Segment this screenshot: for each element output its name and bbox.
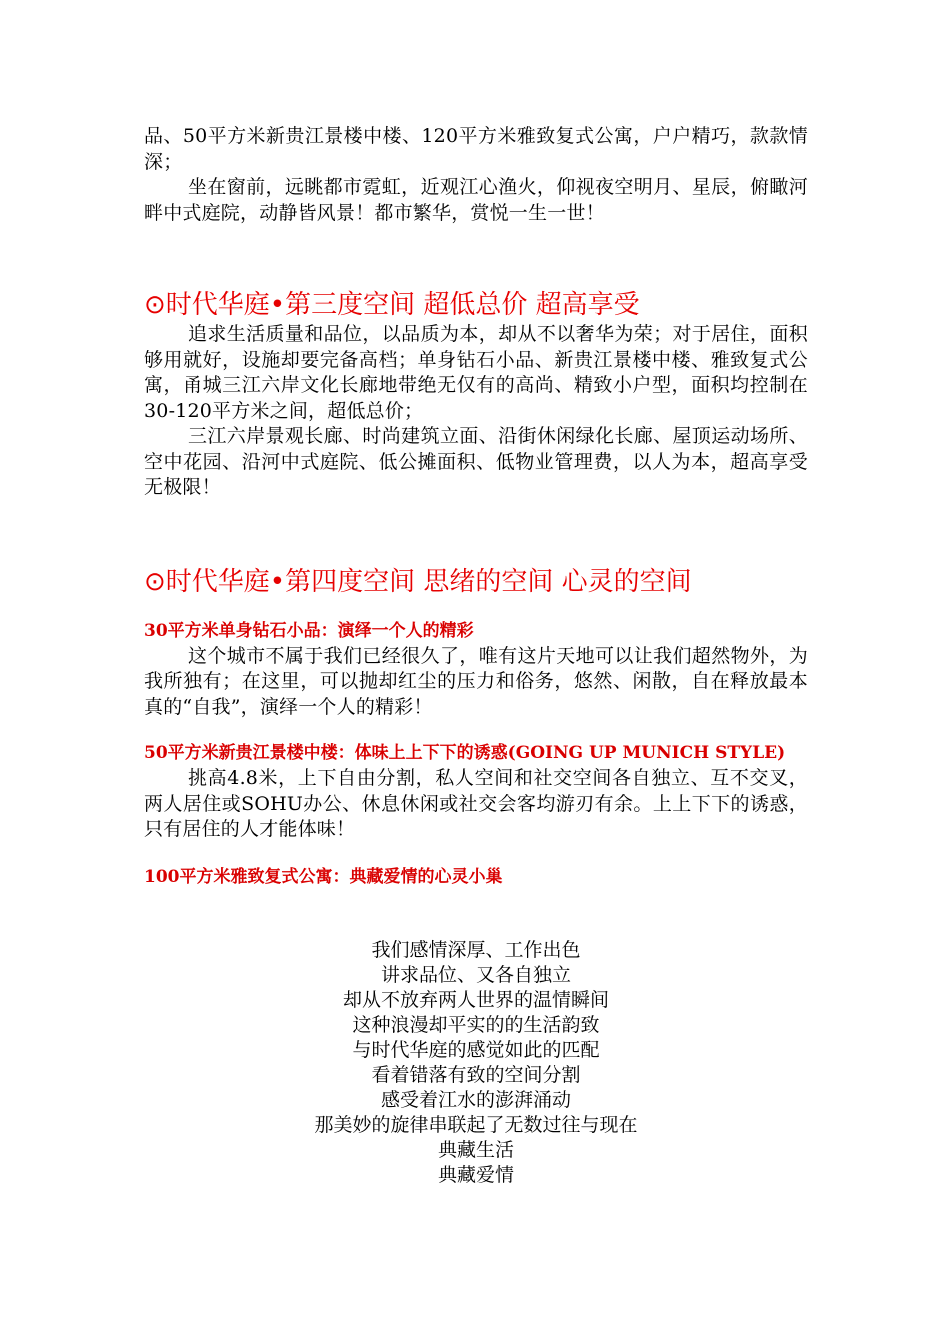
poem-line: 典藏生活 — [437, 1138, 514, 1161]
intro-paragraph-1: 品、50平方米新贵江景楼中楼、120平方米雅致复式公寓，户户精巧，款款情深； — [144, 125, 808, 173]
poem-line: 与时代华庭的感觉如此的匹配 — [352, 1038, 600, 1061]
poem-line: 却从不放弃两人世界的温情瞬间 — [342, 988, 609, 1011]
section4-subheading-2: 50平方米新贵江景楼中楼：体味上上下下的诱惑(GOING UP MUNICH STYLE) — [144, 743, 786, 763]
section4-subheading-1: 30平方米单身钻石小品：演绎一个人的精彩 — [144, 620, 474, 641]
poem-line: 典藏爱情 — [437, 1163, 514, 1186]
section4-paragraph-2: 挑高4.8米，上下自由分割，私人空间和社交空间各自独立、互不交叉，两人居住或SOHU办公、休息休闲或社交会客均游刃有余。上上下下的诱惑，只有居住的人才能体味！ — [144, 767, 808, 840]
poem-line: 这种浪漫却平实的的生活韵致 — [352, 1013, 600, 1036]
section4-paragraph-1: 这个城市不属于我们已经很久了，唯有这片天地可以让我们超然物外，为我所独有；在这里，可以抛却红尘的压力和俗务，悠然、闲散，自在释放最本真的“自我”，演绎一个人的精彩！ — [144, 644, 808, 718]
poem-line: 我们感情深厚、工作出色 — [371, 938, 581, 961]
poem-line: 那美妙的旋律串联起了无数过往与现在 — [314, 1113, 638, 1136]
section3-paragraph-2: 三江六岸景观长廊、时尚建筑立面、沿街休闲绿化长廊、屋顶运动场所、空中花园、沿河中式庭院、低公摊面积、低物业管理费，以人为本，超高享受无极限！ — [144, 425, 808, 498]
section3-title: ⊙时代华庭•第三度空间 超低总价 超高享受 — [144, 290, 640, 320]
section3-paragraph-1: 追求生活质量和品位，以品质为本，却从不以奢华为荣；对于居住，面积够用就好，设施却要完备高档；单身钻石小品、新贵江景楼中楼、雅致复式公寓，甬城三江六岸文化长廊地带绝无仅有的高尚、精致小户型，面积均控制在30-120平方米之间，超低总价； — [144, 323, 808, 422]
document-page — [144, 124, 808, 1188]
poem-line: 感受着江水的澎湃涌动 — [380, 1088, 571, 1111]
poem-line: 看着错落有致的空间分割 — [371, 1063, 581, 1086]
section4-title: ⊙时代华庭•第四度空间 思绪的空间 心灵的空间 — [144, 566, 692, 597]
section4-subheading-3: 100平方米雅致复式公寓：典藏爱情的心灵小巢 — [144, 866, 503, 887]
poem-block — [144, 938, 808, 1188]
intro-paragraph-2: 坐在窗前，远眺都市霓虹，近观江心渔火，仰视夜空明月、星辰，俯瞰河畔中式庭院，动静皆风景！都市繁华，赏悦一生一世！ — [144, 176, 808, 224]
poem-line: 讲求品位、又各自独立 — [380, 963, 571, 986]
